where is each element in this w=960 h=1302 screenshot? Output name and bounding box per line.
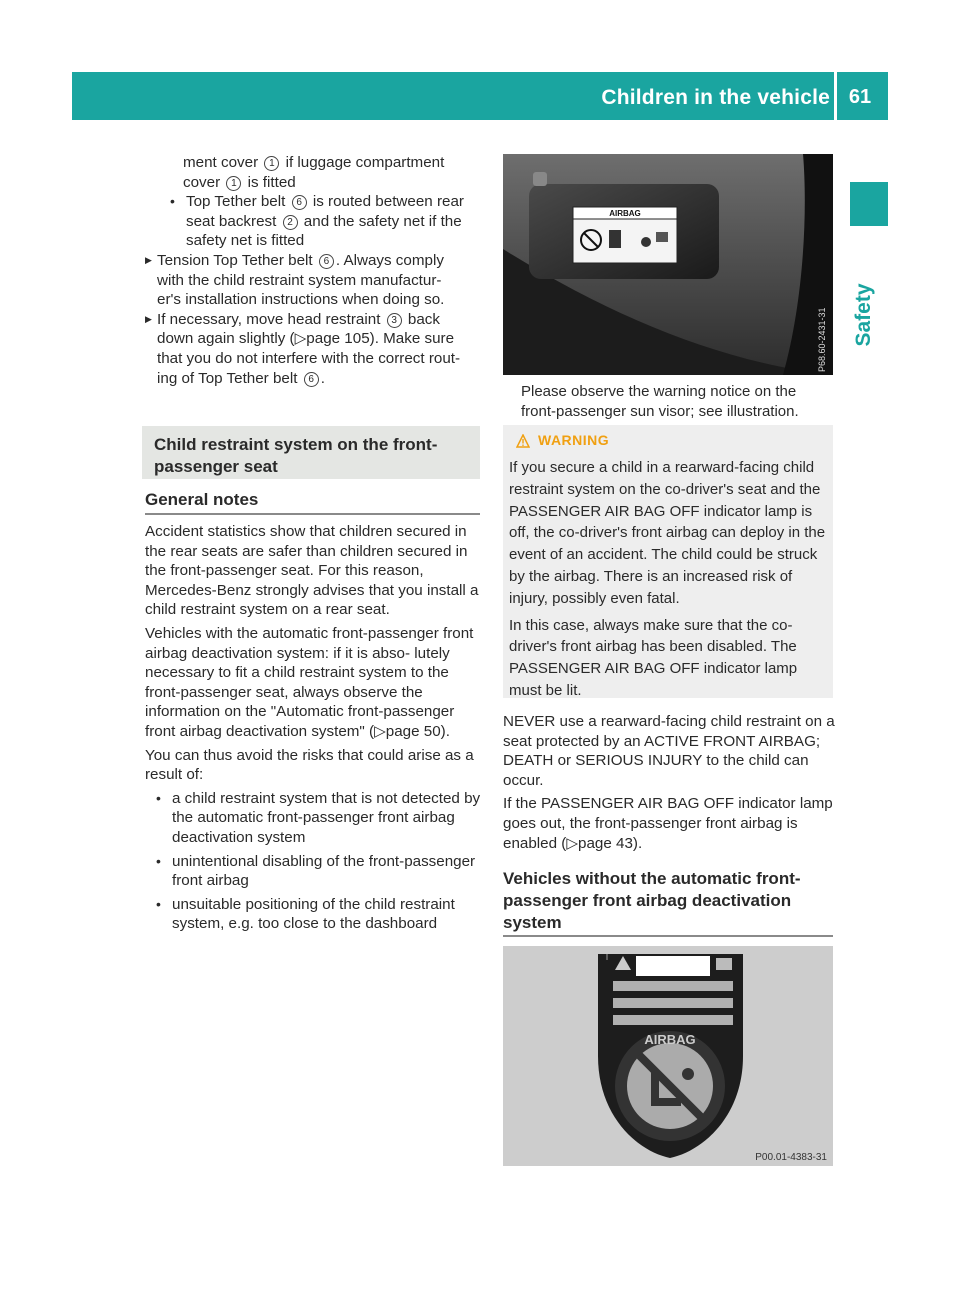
paragraph: Accident statistics show that children secured in the rear seats are safer than children secured in the front-passenger seat. For this reason, Mercedes-Benz strongly advises that you install a child restraint system on a rear seat.	[145, 523, 479, 619]
paragraph: Vehicles with the automatic front-passenger front airbag deactivation system: if it is abso- lutely necessary to fit a child restraint system to the front-passenger seat, always observe the information on the "Automatic front-passenger front airbag deactivation system" (▷page 50).	[145, 624, 474, 740]
arrow-icon: ▷	[374, 722, 386, 740]
list-item: • a child restraint system that is not detected by the automatic front-passenger front airbag deactivation system	[145, 789, 481, 848]
label-code: P00.01-4383-31	[755, 1152, 827, 1163]
arrow-icon: ▷	[294, 330, 307, 348]
callout-6: 6	[304, 372, 319, 387]
section-heading: Vehicles without the automatic front- passenger front airbag deactivation system	[503, 869, 801, 932]
right-column-body	[503, 712, 835, 857]
list-item: • unsuitable positioning of the child restraint system, e.g. too close to the dashboard	[145, 895, 481, 934]
paragraph: NEVER use a rearward-facing child restraint on a seat protected by an ACTIVE FRONT AIRBAG; DEATH or SERIOUS INJURY to the child can occur.	[503, 713, 835, 789]
list-item: • Top Tether belt 6 is routed between rear seat backrest 2 and the safety net if the safety net is fitted	[159, 192, 480, 251]
continued-text: ment cover 1 if luggage compartment cover 1 is fitted	[183, 154, 445, 191]
airbag-label-figure	[503, 946, 833, 1166]
callout-1: 1	[226, 176, 241, 191]
side-tab-label: Safety	[852, 283, 875, 347]
callout-6: 6	[292, 195, 307, 210]
header-divider	[834, 72, 837, 120]
callout-2: 2	[283, 215, 298, 230]
photo-caption: Please observe the warning notice on the front-passenger sun visor; see illustration.	[521, 383, 799, 420]
divider	[503, 935, 833, 937]
side-tab-marker	[850, 182, 888, 226]
sun-visor-photo	[503, 154, 833, 375]
left-column-top	[145, 153, 480, 388]
section-banner: Child restraint system on the front- passenger seat	[142, 426, 480, 479]
warning-icon	[516, 434, 530, 448]
left-column-body	[145, 522, 481, 938]
paragraph: If the PASSENGER AIR BAG OFF indicator lamp goes out, the front-passenger front airbag is enabled (▷page 43).	[503, 795, 833, 852]
photo-code: P68.60-2431-31	[817, 307, 827, 372]
step-head-restraint: ▶ If necessary, move head restraint 3 back down again slightly (▷page 105). Make sure that you do not interfere with the correct rout- ing of Top Tether belt 6 .	[145, 310, 480, 388]
callout-1: 1	[264, 156, 279, 171]
list-item: • unintentional disabling of the front-passenger front airbag	[145, 852, 481, 891]
subheading: General notes	[145, 490, 259, 509]
photo-label: AIRBAG	[609, 209, 641, 218]
warning-text: If you secure a child in a rearward-facing child restraint system on the co-driver's seat and the PASSENGER AIR BAG OFF indicator lamp is off, the co-driver's front airbag can deploy in the event of an accident. The child could be struck by the airbag. There is an increased risk of injury, possibly even fatal. In this case, always make sure that the co- driver's front airbag has been disabled. The PASSENGER AIR BAG OFF indicator lamp must be lit.	[509, 459, 826, 699]
paragraph: You can thus avoid the risks that could arise as a result of:	[145, 746, 474, 784]
callout-3: 3	[387, 313, 402, 328]
divider	[145, 513, 480, 515]
page-number: 61	[848, 86, 872, 108]
label-airbag-text: AIRBAG	[644, 1032, 696, 1047]
callout-6: 6	[319, 254, 334, 269]
section-title: Child restraint system on the front-	[154, 435, 438, 454]
warning-title: WARNING	[516, 432, 609, 448]
arrow-icon: ▷	[566, 834, 579, 852]
step-tension: ▶ Tension Top Tether belt 6 . Always comply with the child restraint system manufactur- er's installation instructions when doing so.	[145, 251, 480, 310]
chapter-title: Children in the vehicle	[601, 86, 830, 109]
